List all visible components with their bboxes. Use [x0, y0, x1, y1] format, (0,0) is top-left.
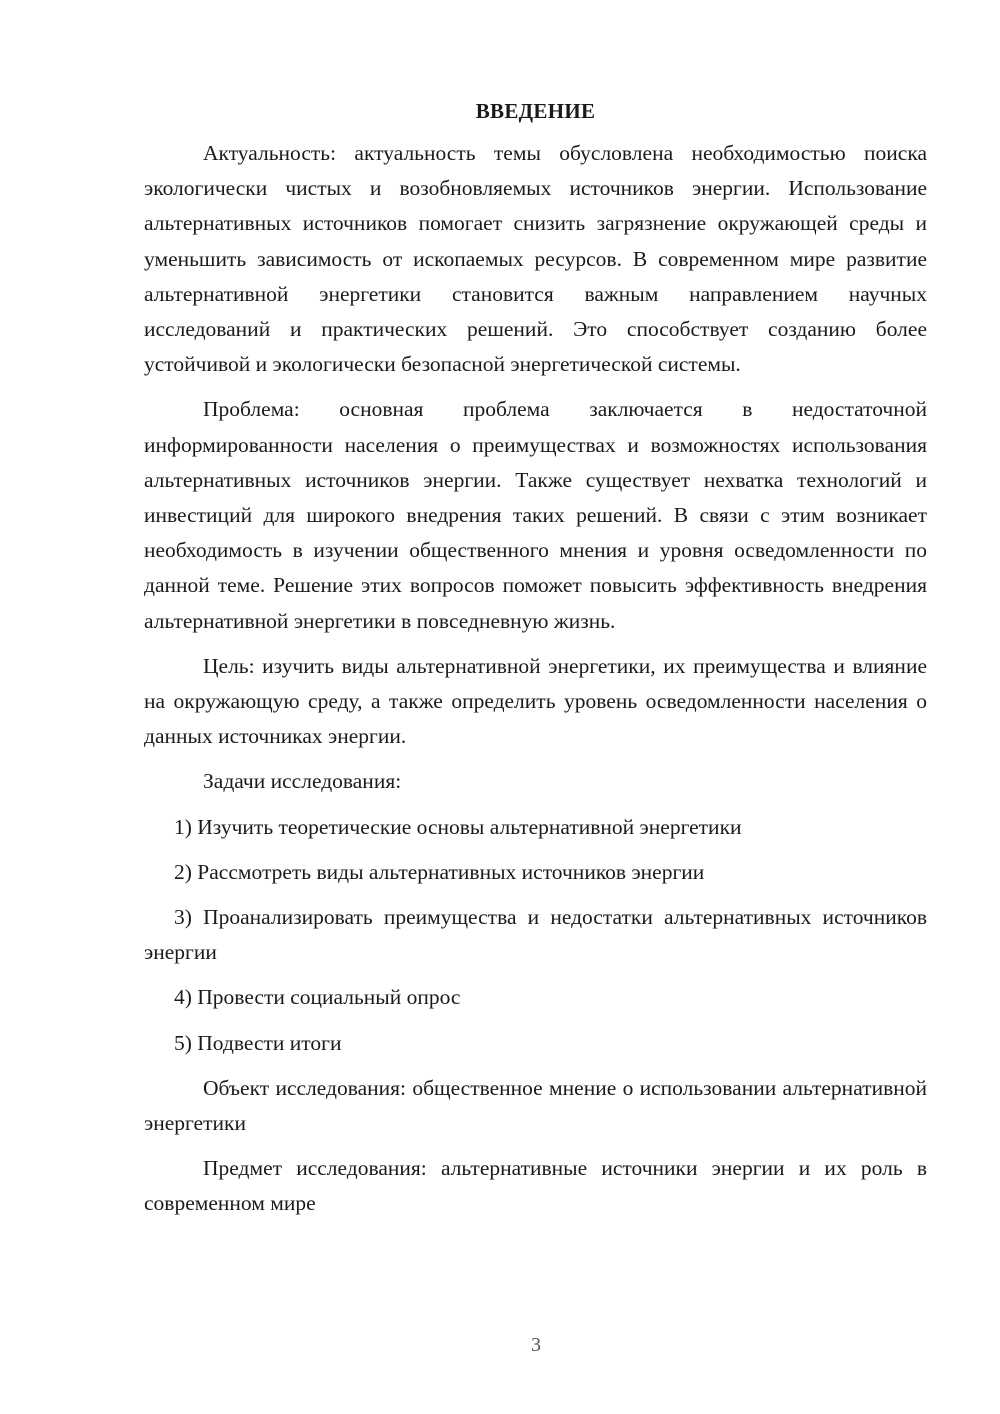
- page-content: [144, 94, 927, 1222]
- relevance-paragraph: Актуальность: актуальность темы обусловлена необходимостью поиска экологически чистых и возобновляемых источников энергии. Использование альтернативных источников помогает снизить загрязнение окружающей среды и уменьшить зависимость от ископаемых ресурсов. В современном мире развитие альтернативной энергетики становится важным направлением научных исследований и практических решений. Это способствует созданию более устойчивой и экологически безопасной энергетической системы.: [144, 141, 927, 377]
- task-item-4: 4) Провести социальный опрос: [174, 985, 461, 1010]
- tasks-heading: Задачи исследования:: [203, 769, 402, 794]
- research-object-paragraph: Объект исследования: общественное мнение о использовании альтернативной энергетики: [144, 1075, 927, 1136]
- task-item-5: 5) Подвести итоги: [174, 1030, 342, 1055]
- task-item-1: 1) Изучить теоретические основы альтернативной энергетики: [174, 814, 742, 839]
- goal-paragraph: Цель: изучить виды альтернативной энергетики, их преимущества и влияние на окружающую среду, а также определить уровень осведомленности населения о данных источниках энергии.: [144, 653, 927, 749]
- task-item-2: 2) Рассмотреть виды альтернативных источников энергии: [174, 859, 705, 884]
- page-number: 3: [531, 1334, 541, 1356]
- task-item-3: 3) Проанализировать преимущества и недостатки альтернативных источников энергии: [144, 905, 927, 965]
- research-subject-paragraph: Предмет исследования: альтернативные источники энергии и их роль в современном мире: [144, 1156, 927, 1216]
- section-heading: ВВЕДЕНИЕ: [475, 99, 596, 123]
- problem-paragraph: Проблема: основная проблема заключается в недостаточной информированности населения о преимуществах и возможностях использования альтернативных источников энергии. Также существует нехватка технологий и инвестиций для широкого внедрения таких решений. В связи с этим возникает необходимость в изучении общественного мнения и уровня осведомленности по данной теме. Решение этих вопросов поможет повысить эффективность внедрения альтернативной энергетики в повседневную жизнь.: [144, 397, 927, 633]
